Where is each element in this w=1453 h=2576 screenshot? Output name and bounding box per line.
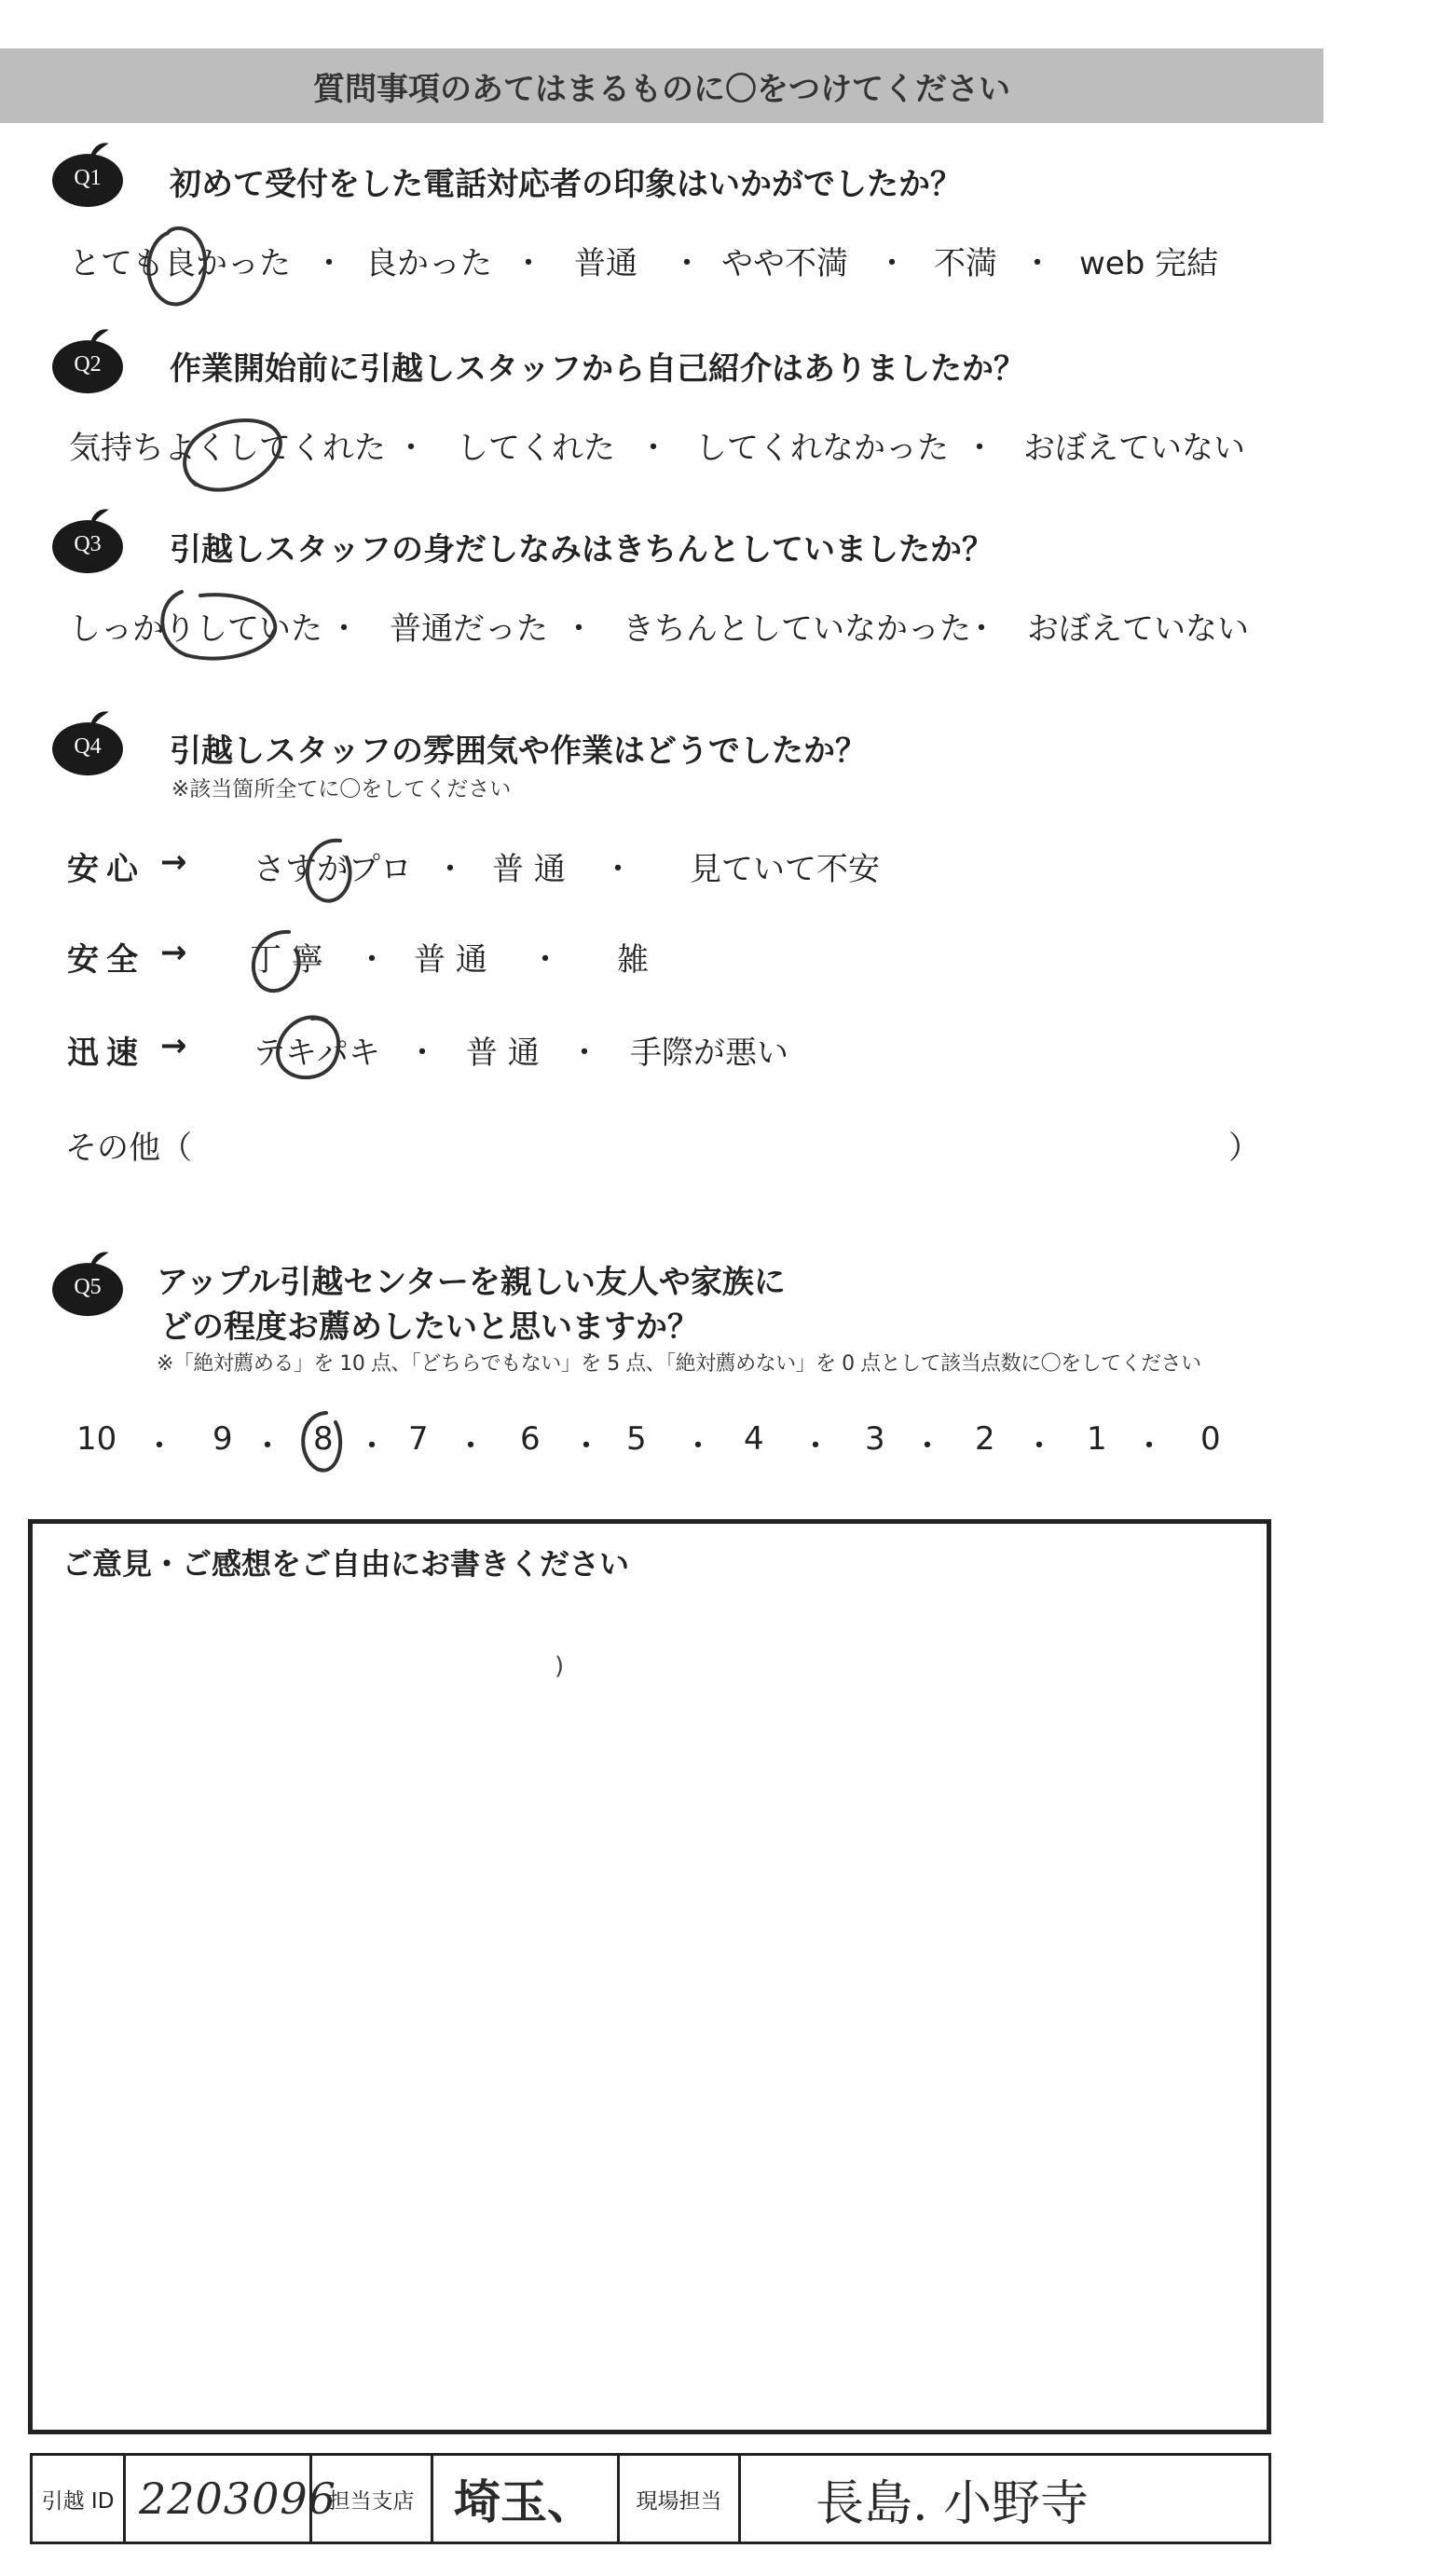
q5-badge-label: Q5: [74, 1275, 102, 1299]
q2-selection-circle-icon: [168, 410, 298, 503]
q5-score-6[interactable]: 6: [520, 1420, 541, 1458]
q3-apple-badge-icon: [48, 506, 127, 575]
q4-jinsoku-selection-circle-icon: [261, 1002, 354, 1095]
q5-score-10[interactable]: 10: [76, 1420, 117, 1458]
q4-row-label: 迅速: [67, 1035, 145, 1072]
q5-score-scale: [76, 1420, 1251, 1467]
q4-jinsoku-option-quick[interactable]: テキパキ: [254, 1035, 380, 1072]
separator-dot: ・: [395, 430, 427, 467]
separator-dot: ・: [964, 430, 995, 467]
separator-dot: ・: [328, 610, 360, 648]
staff-label: [620, 2456, 741, 2542]
separator-dot: ・: [455, 1428, 487, 1465]
move-id-value-text: 2203096: [139, 2473, 336, 2524]
comments-heading: ご意見・ご感想をご自由にお書きください: [62, 1546, 630, 1582]
q5-score-5[interactable]: 5: [626, 1420, 647, 1458]
separator-dot: ・: [563, 610, 595, 648]
q1-selection-circle-icon: [130, 214, 224, 317]
separator-dot: ・: [1023, 1428, 1055, 1465]
separator-dot: ・: [876, 245, 908, 282]
separator-dot: ・: [313, 245, 345, 282]
q1-badge-label: Q1: [74, 166, 102, 190]
q5-score-2[interactable]: 2: [975, 1420, 995, 1458]
q1-question-title: 初めて受付をした電話対応者の印象はいかがでしたか？: [170, 166, 962, 203]
separator-dot: ・: [144, 1428, 175, 1465]
q4-badge-label: Q4: [74, 734, 102, 759]
comments-text: ): [555, 1652, 565, 1680]
separator-dot: ・: [1021, 245, 1053, 282]
q4-row-label: 安全: [67, 941, 145, 979]
q4-anzen-option-normal[interactable]: 普 通: [414, 941, 487, 979]
separator-dot: ・: [966, 610, 997, 648]
staff-value-text: 長島. 小野寺: [816, 2475, 1090, 2532]
separator-dot: ・: [602, 851, 634, 888]
q4-row-jinsoku: [67, 1027, 1186, 1074]
separator-dot: ・: [569, 1035, 600, 1072]
q4-jinsoku-option-normal[interactable]: 普 通: [466, 1035, 540, 1072]
q4-anzen-selection-circle-icon: [233, 923, 317, 1002]
q4-question-title: 引越しスタッフの雰囲気や作業はどうでしたか？: [170, 733, 867, 770]
q5-question-title-line2: どの程度お薦めしたいと思いますか？: [160, 1309, 699, 1346]
separator-dot: ・: [570, 1428, 602, 1465]
q2-option-dont-remember[interactable]: おぼえていない: [1023, 430, 1245, 467]
survey-header-bar: [0, 48, 1323, 123]
q4-row-anshin: [67, 843, 1186, 890]
q5-apple-badge-icon: [48, 1249, 127, 1318]
separator-dot: ・: [1133, 1428, 1165, 1465]
q2-apple-badge-icon: [48, 326, 127, 395]
q5-score-4[interactable]: 4: [744, 1420, 764, 1458]
q4-apple-badge-icon: [48, 708, 127, 777]
q2-option-did[interactable]: してくれた: [457, 430, 615, 467]
q5-score-0[interactable]: 0: [1200, 1420, 1221, 1458]
q3-selection-circle-icon: [149, 582, 289, 666]
q5-score-9[interactable]: 9: [212, 1420, 233, 1458]
separator-dot: ・: [434, 851, 466, 888]
branch-value-text: 埼玉、: [454, 2474, 594, 2529]
q4-anshin-option-uneasy[interactable]: 見ていて不安: [690, 851, 880, 888]
q2-badge-label: Q2: [74, 352, 102, 377]
q4-anzen-option-careful[interactable]: 丁 寧: [250, 941, 323, 979]
q5-score-1[interactable]: 1: [1087, 1420, 1107, 1458]
q2-question-title: 作業開始前に引越しスタッフから自己紹介はありましたか？: [170, 350, 1025, 388]
q1-option-very-good[interactable]: とても良かった: [69, 245, 291, 282]
separator-dot: ・: [252, 1428, 283, 1465]
separator-dot: ・: [406, 1035, 438, 1072]
q4-other-label: その他（: [65, 1130, 192, 1167]
q4-anshin-selection-circle-icon: [289, 829, 363, 913]
move-id-label: [33, 2456, 126, 2542]
branch-value: [433, 2456, 620, 2542]
q3-option-not-neat[interactable]: きちんとしていなかった: [623, 610, 971, 648]
q4-anshin-option-normal[interactable]: 普 通: [492, 851, 566, 888]
separator-dot: ・: [513, 245, 544, 282]
comments-box[interactable]: [28, 1519, 1271, 2434]
q4-row-label: 安心: [67, 851, 145, 888]
q5-score-7[interactable]: 7: [408, 1420, 429, 1458]
separator-dot: ・: [356, 1428, 388, 1465]
q3-option-normal[interactable]: 普通だった: [390, 610, 548, 648]
q5-question-title-line1: アップル引越センターを親しい友人や家族に: [157, 1264, 786, 1301]
q1-option-dissatisfied[interactable]: 不満: [934, 245, 997, 282]
survey-header-title: 質問事項のあてはまるものに〇をつけてください: [313, 70, 1010, 108]
separator-dot: ・: [800, 1428, 831, 1465]
staff-label-text: 現場担当: [636, 2488, 722, 2514]
q1-option-normal[interactable]: 普通: [574, 245, 637, 282]
branch-label-text: 担当支店: [328, 2488, 415, 2514]
q4-note: ※該当箇所全てに〇をしてください: [171, 777, 512, 802]
arrow-right-icon: →: [160, 843, 187, 881]
q5-note: ※「絶対薦める」を 10 点、「どちらでもない」を 5 点、「絶対薦めない」を 0 点として該当点数に〇をしてください: [157, 1352, 1201, 1376]
footer-info-table: [30, 2453, 1271, 2544]
q5-selection-circle-icon: [289, 1405, 354, 1480]
q3-badge-label: Q3: [74, 532, 102, 556]
q4-other-input[interactable]: [252, 1130, 1193, 1158]
branch-label: [312, 2456, 433, 2542]
separator-dot: ・: [682, 1428, 714, 1465]
separator-dot: ・: [912, 1428, 943, 1465]
q5-score-3[interactable]: 3: [865, 1420, 885, 1458]
q2-option-did-not[interactable]: してくれなかった: [695, 430, 949, 467]
q1-option-good[interactable]: 良かった: [365, 245, 492, 282]
separator-dot: ・: [637, 430, 669, 467]
q4-anshin-option-pro[interactable]: さすがプロ: [254, 851, 412, 888]
arrow-right-icon: →: [160, 1027, 187, 1064]
q4-other-close: ）: [1228, 1130, 1260, 1167]
q5-score-8[interactable]: 8: [313, 1420, 334, 1458]
q1-option-slightly-dissatisfied[interactable]: やや不満: [721, 245, 848, 282]
q1-option-web-complete[interactable]: web 完結: [1079, 245, 1219, 282]
staff-value: [741, 2456, 1268, 2542]
q3-question-title: 引越しスタッフの身だしなみはきちんとしていましたか？: [170, 531, 994, 569]
separator-dot: ・: [529, 941, 561, 979]
separator-dot: ・: [671, 245, 703, 282]
q4-anzen-option-rough[interactable]: 雑: [617, 941, 649, 979]
q2-option-warmly[interactable]: 気持ちよくしてくれた: [69, 430, 386, 467]
q3-option-dont-remember[interactable]: おぼえていない: [1027, 610, 1249, 648]
move-id-value: [126, 2456, 336, 2542]
arrow-right-icon: →: [160, 934, 187, 971]
move-id-label-text: 引越 ID: [41, 2488, 115, 2514]
q4-other-row: [65, 1122, 1258, 1169]
q4-jinsoku-option-clumsy[interactable]: 手際が悪い: [630, 1035, 788, 1072]
q1-apple-badge-icon: [48, 140, 127, 209]
q3-option-neat[interactable]: しっかりしていた: [69, 610, 322, 648]
separator-dot: ・: [356, 941, 388, 979]
